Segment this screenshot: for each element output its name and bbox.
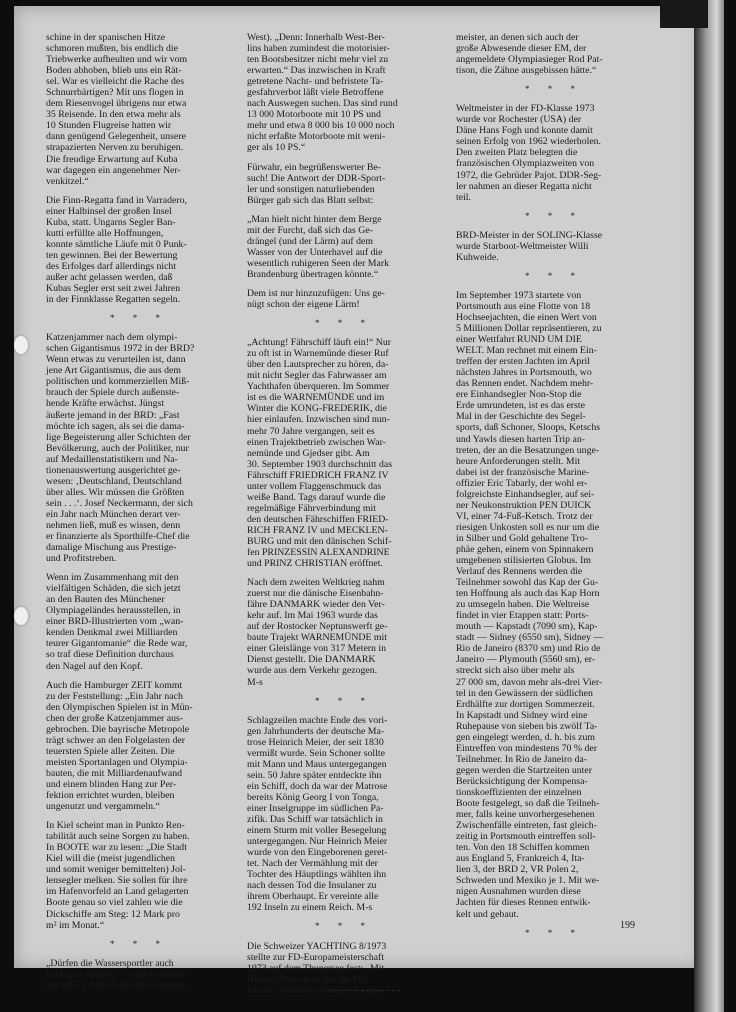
article-paragraph: Katzenjammer nach dem olympi- schen Gigantismus 1972 in der BRD? Wenn etwas zu verurteilen ist, dann jene Art Gigantismus, die aus dem politischen und kommerziellen Miß- brauch der Spiele durch außenste- hende Kräfte erwächst. Jüngst äußerte jemand in der BRD: „Fast möchte ich sagen, als sei die dama- lige Begeisterung aller Schichten der Bevölkerung, auch der Politiker, nur auf Medaillenstatistikern und Na- tionenauswertung ausgerichtet ge- wesen: ‚Deutschland, Deutschland über alles. Wir müssen die Größten sein . . .‘. Josef Neckermann, der sich ein Jahr nach München derart ver- nehmen ließ, muß es wissen, denn er finanzierte als Sporthilfe-Chef die damalige Mischung aus Prestige- und Profitstreben. — [46, 332, 195, 565]
page-number: 199 — [620, 920, 635, 931]
article-paragraph: Dem ist nur hinzuzufügen: Uns ge- nügt schon der eigene Lärm! — [247, 287, 385, 311]
article-paragraph: Die Finn-Regatta fand in Varradero, einer Halbinsel der großen Insel Kuba, statt. Ungarns Segler Ban- kutti erfüllte alle Hoffnungen, konnte sämtliche Läufe mit 0 Punk- ten gewinnen. Bei der Bewertung des Erfolges darf allerdings nicht außer acht gelassen werden, daß Kubas Segler erst seit zwei Jahren in der Finnklasse Regatten segeln. — [46, 194, 188, 306]
article-paragraph: Im September 1973 startete von Portsmouth aus eine Flotte von 18 Hochseejachten, die einen Wert von 5 Millionen Dollar repräsentieren, zu einer Wettfahrt RUND UM DIE WELT. Man rechnet mit einem Ein- treffen der ersten Jachten im April nächsten Jahres in Portsmouth, wo das Rennen endet. Nachdem mehr- ere Einhandsegler Non-Stop die Erde umrundeten, ist es das erste Mal in der Geschichte des Segel- sports, daß Schoner, Sloops, Ketschs und Yawls diesen harten Trip an- treten, der an die Besatzungen unge- heure Anforderungen stellt. Mit dabei ist der französische Marine- offizier Eric Tabarly, der wohl er- folgreichste Einhandsegler, auf sei- ner Neukonstruktion PEN DUICK VI, einer 74-Fuß-Ketsch. Trotz der riesigen Unkosten soll es nur um die in Silber und Gold gehaltene Tro- phäe gehen, einem von Spinnakern umgebenen stilisierten Globus. Im Verlauf des Rennens werden die Teilnehmer sowohl das Kap der Gu- ten Hoffnung als auch das Kap Horn zu umsegeln haben. Die Weltreise findet in vier Etappen statt: Ports- mouth — Kapstadt (7090 sm), Kap- stadt — Sidney (6550 sm), Sidney — Rio de Janeiro (8370 sm) und Rio de Janeiro — Plymouth (5560 sm), er- streckt sich also über mehr als 27 000 sm, davon mehr als-drei Vier- tel in den Gewässern der südlichen Erdhälfte zur dortigen Sommerzeit. In Kapstadt und Sidney wird eine Ruhepause von sieben bis zwölf Ta- gen eingelegt werden, d. h. bis zum Eintreffen von mindestens 70 % der Teilnehmer. In Rio de Janeiro da- gegen werden die Startzeiten unter Berücksichtigung der Kompensa- tionskoeffizienten der einzelnen Boote festgelegt, so daß die Teilneh- mer, falls keine unvorhergesehenen Zwischenfälle eintreten, fast gleich- zeitig in Portsmouth eintreffen soll- ten. Von den 18 Schiffen kommen aus England 5, Frankreich 4, Ita- lien 3, der BRD 2, VR Polen 2, Schweden und Mexiko je 1. Mit we- nigen Ausnahmen wurden diese Jachten für dieses Rennen entwik- kelt und gebaut. — [456, 289, 604, 920]
article-paragraph: „Man hielt nicht hinter dem Berge mit der Furcht, daß sich das Ge- drängel (und der Lärm) auf dem Wasser von der Unterhavel auf die wesentlich ruhigeren Seen der Mark Brandenburg übertragen könnte.“ — [247, 213, 390, 280]
section-separator: * * * — [525, 270, 583, 281]
article-paragraph: meister, an denen sich auch der große Abwesende dieser EM, der angemeldete Olympiasieger Rod Pat- tison, die Zähne ausgebissen hätte.“ — [456, 32, 603, 77]
article-paragraph: Wenn im Zusammenhang mit den vielfältigen Schäden, die sich jetzt an den Bauten des Münchener Olympiageländes herausstellen, in einer BRD-Illustrierten vom „wan- kenden Denkmal zwei Milliarden teurer Gigantomanie“ die Rede war, so traf diese Definition durchaus den Nagel auf den Kopf. — [46, 572, 188, 672]
punch-hole-lower — [14, 607, 28, 625]
article-paragraph: Schlagzeilen machte Ende des vori- gen Jahrhunderts der deutsche Ma- trose Heinrich Meier, der seit 1830 vermißt wurde. Sein Schoner sollte mit Mann und Maus untergegangen sein. 50 Jahre später entdeckte ihn ein Schiff, doch da war der Matrose bereits König Georg I von Tonga, einer Inselgruppe im südlichen Pa- zifik. Das Schiff war tatsächlich in einem Sturm mit voller Besegelung untergegangen. Nur Heinrich Meier wurde von den Eingeborenen geret- tet. Nach der Vermählung mit der Tochter des Häuptlings wählten ihn nach dessen Tod die Insulaner zu ihrem Oberhaupt. Er vereinte alle 192 Inseln zu einem Reich. M-s — [247, 714, 388, 914]
article-paragraph: Auch die Hamburger ZEIT kommt zu der Feststellung: „Ein Jahr nach den Olympischen Spielen ist in Mün- chen der große Katzenjammer aus- gebrochen. Die bayrische Metropole trägt schwer an den Folgelasten der teuersten Spiele aller Zeiten. Die meisten Sportanlagen und Olympia- bauten, die mit Milliardenaufwand und einem blinden Hang zur Per- fektion errichtet wurden, bleiben ungenutzt und vergammeln.“ — [46, 679, 193, 813]
article-paragraph: Nach dem zweiten Weltkrieg nahm zuerst nur die dänische Eisenbahn- fähre DANMARK wieder den Ver- kehr auf. Im Mai 1963 wurde das auf der Rostocker Neptunswerft ge- baute Trajekt WARNEMÜNDE mit einer Gleislänge von 317 Metern in Dienst gestellt. Die DANMARK wurde aus dem Verkehr gezogen. M-s — [247, 577, 388, 688]
article-paragraph: „Achtung! Fährschiff läuft ein!“ Nur zu oft ist in Warnemünde dieser Ruf über den Lautsprecher zu hören, da- mit nicht Segler das Fahrwasser am Yachthafen überqueren. Im Sommer ist es die WARNEMÜNDE und im Winter die KONG-FREDERIK, die hier einlaufen. Inzwischen sind nun- mehr 70 Jahre vergangen, seit es einen Trajektbetrieb zwischen War- nemünde und Gjedser gibt. Am 30. September 1903 durchschnitt das Fährschiff FRIEDRICH FRANZ IV unter vollem Flaggenschmuck das weiße Band. Tags darauf wurde die regelmäßige Fährverbindung mit den deutschen Fährschiffen FRIED- RICH FRANZ IV und MECKLEN- BURG und mit den dänischen Schif- fen PRINZESSIN ALEXANDRINE und PRINZ CHRISTIAN eröffnet. — [247, 337, 393, 570]
article-paragraph: Weltmeister in der FD-Klasse 1973 wurde vor Rochester (USA) der Däne Hans Fogh und konnte damit seinen Erfolg von 1962 wiederholen. Den zweiten Platz belegten die französischen Olympiazweiten von 1972, die Gebrüder Pajot. DDR-Seg- ler nahmen an dieser Regatta nicht teil. — [456, 103, 602, 203]
section-separator: * * * — [110, 313, 168, 324]
article-paragraph: In Kiel scheint man in Punkto Ren- tabilität auch seine Sorgen zu haben. In BOOTE war zu lesen: „Die Stadt Kiel will die (meist jugendlichen und somit weniger bemittelten) Jol- lensegler melken. Sie sollen für ihre im Hafenvorfeld an Land gelagerten Boote genau so viel zahlen wie die Dickschiffe am Steg: 12 Mark pro m² im Monat.“ — [46, 820, 190, 931]
section-separator: * * * — [110, 938, 168, 949]
text-column-3 — [456, 32, 652, 947]
page-edge — [694, 0, 724, 1012]
article-paragraph: Fürwahr, ein begrüßenswerter Be- such! Die Antwort der DDR-Sport- ler und sonstigen naturliebenden Bürger gab sich das Blatt selbst: — [247, 161, 386, 206]
article-paragraph: „Dürfen die Wassersportler auch bald nach drüben?“, schrieb neulich die WELT AM SONNTAG (Berlin- — [46, 957, 187, 991]
section-separator: * * * — [315, 695, 373, 706]
text-column-1 — [46, 32, 232, 999]
article-paragraph: Die Schweizer YACHTING 8/1973 stellte zur FD-Europameisterschaft 1973 auf dem Thunersee fest: „Mit Hüttner/Pagenkopf hat die FD- Klasse zweifellos würdige Europa- — [247, 940, 387, 996]
section-separator: * * * — [315, 318, 373, 329]
punch-hole-upper — [14, 336, 28, 354]
section-separator: * * * — [525, 927, 583, 938]
scan-artifact — [330, 990, 400, 1001]
article-paragraph: BRD-Meister in der SOLING-Klasse wurde Starboot-Weltmeister Willi Kuhweide. — [456, 229, 603, 263]
scan-corner — [660, 0, 708, 28]
section-separator: * * * — [525, 210, 583, 221]
text-column-2 — [247, 32, 441, 1004]
section-separator: * * * — [525, 84, 583, 95]
article-paragraph: West). „Denn: Innerhalb West-Ber- lins haben zumindest die motorisier- ten Bootsbesitzer nicht mehr viel zu erwarten.“ Das inzwischen in Kraft getretene Nacht- und befristete Ta- gesfahrverbot läßt viele Betroffene nach Auswegen suchen. Das sind rund 13 000 Motorboote mit 10 PS und mehr und etwa 8 000 bis 10 000 noch nicht erfaßte Motorboote mit weni- ger als 10 PS.“ — [247, 32, 398, 154]
article-paragraph: schine in der spanischen Hitze schmoren mußten, bis endlich die Triebwerke aufheulten und wir vom Boden abhoben, blieb uns ein Rät- sel. War es vielleicht die Rache des Schnurrbärtigen? Mit uns flogen in dem Riesenvogel übrigens nur etwa 35 Reisende. In den etwa mehr als 10 Stunden Flugreise hatten wir dann genügend Gelegenheit, unsere strapazierten Nerven zu beruhigen. Die freudige Erwartung auf Kuba war dagegen ein angenehmer Ner- venkitzel.“ — [46, 32, 188, 187]
section-separator: * * * — [315, 921, 373, 932]
